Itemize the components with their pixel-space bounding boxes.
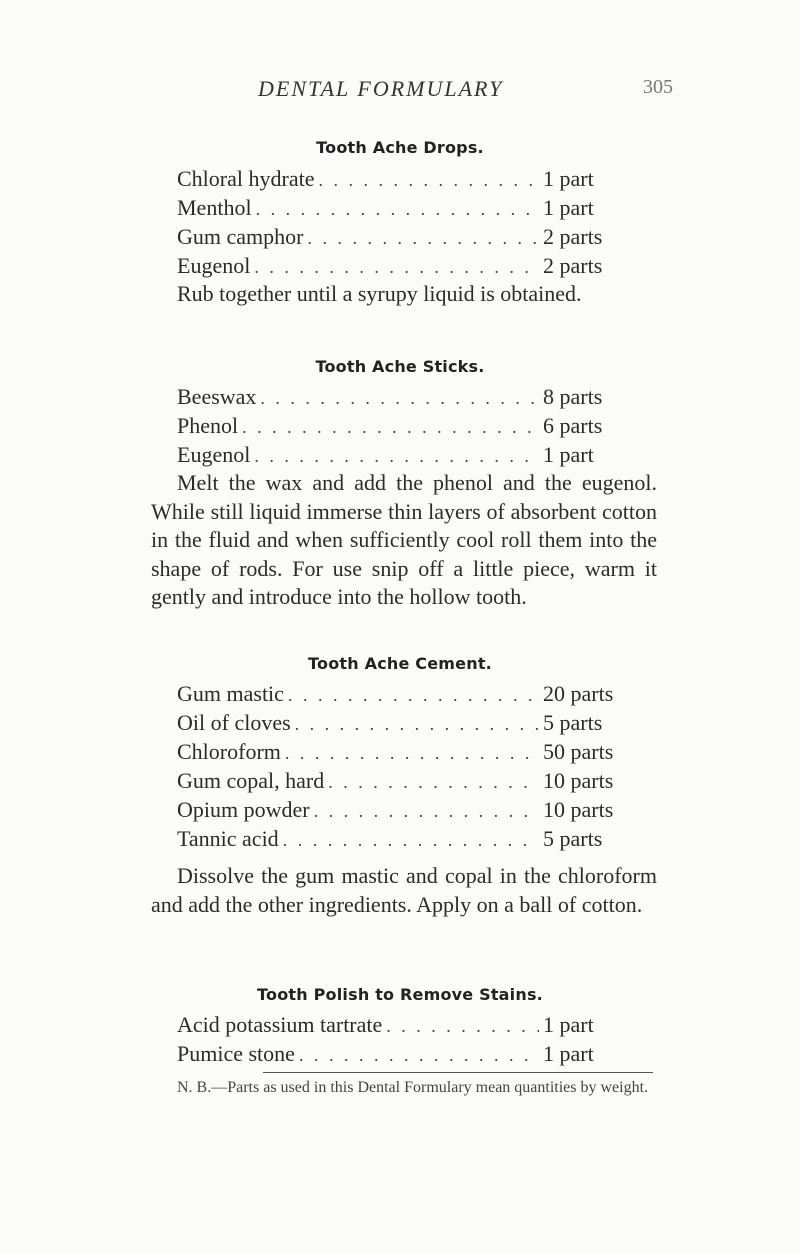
ingredient-quantity: 5 parts: [543, 826, 603, 851]
ingredient-name: Gum camphor: [177, 224, 304, 249]
leader-dots: [295, 709, 539, 739]
running-head-title: DENTAL FORMULARY: [258, 76, 504, 101]
ingredient-name: Chloroform: [177, 739, 281, 764]
ingredient-name: Phenol: [177, 413, 239, 438]
ingredient-quantity: 1 part: [543, 166, 594, 191]
ingredient-quantity: 8 parts: [543, 384, 603, 409]
leader-dots: [254, 252, 539, 282]
ingredient-name: Eugenol: [177, 253, 251, 278]
ingredient-row: [177, 824, 653, 854]
ingredient-row: [177, 193, 653, 223]
ingredient-quantity: 2 parts: [543, 224, 603, 249]
directions-text: Rub together until a syrupy liquid is obtained.: [177, 281, 582, 306]
ingredient-quantity: 1 part: [543, 442, 594, 467]
ingredient-row: [177, 679, 653, 709]
page-number: 305: [643, 76, 673, 98]
leader-dots: [288, 680, 539, 710]
leader-dots: [260, 383, 539, 413]
ingredient-quantity: 1 part: [543, 1012, 594, 1037]
leader-dots: [254, 441, 539, 471]
leader-dots: [386, 1011, 539, 1041]
ingredient-quantity: 20 parts: [543, 681, 614, 706]
leader-dots: [299, 1040, 539, 1070]
section-title-tooth-ache-sticks: Tooth Ache Sticks.: [315, 357, 485, 376]
directions-text: Dissolve the gum mastic and copal in the chloroform and add the other ingredients. Apply on a ball of cotton.: [151, 863, 657, 917]
ingredient-row: [177, 737, 653, 767]
ingredient-quantity: 2 parts: [543, 253, 603, 278]
leader-dots: [314, 796, 539, 826]
ingredient-quantity: 50 parts: [543, 739, 614, 764]
ingredient-name: Oil of cloves: [177, 710, 291, 735]
ingredient-quantity: 6 parts: [543, 413, 603, 438]
leader-dots: [285, 738, 539, 768]
ingredient-name: Tannic acid: [177, 826, 279, 851]
running-head: [0, 76, 800, 110]
footnote: N. B.—Parts as used in this Dental Formulary mean quantities by weight.: [177, 1079, 649, 1096]
ingredient-quantity: 1 part: [543, 1041, 594, 1066]
section-title-tooth-ache-drops: Tooth Ache Drops.: [316, 138, 484, 157]
ingredient-name: Gum copal, hard: [177, 768, 325, 793]
leader-dots: [307, 223, 539, 253]
ingredient-row: [177, 251, 653, 281]
ingredient-row: [177, 1010, 653, 1040]
ingredient-quantity: 5 parts: [543, 710, 603, 735]
leader-dots: [318, 165, 539, 195]
ingredient-row: [177, 382, 653, 412]
footnote-rule: [263, 1072, 653, 1073]
ingredient-row: [177, 766, 653, 796]
ingredient-quantity: 1 part: [543, 195, 594, 220]
ingredient-name: Pumice stone: [177, 1041, 295, 1066]
ingredient-quantity: 10 parts: [543, 768, 614, 793]
ingredient-row: [177, 411, 653, 441]
section-title-tooth-ache-cement: Tooth Ache Cement.: [308, 654, 492, 673]
leader-dots: [256, 194, 539, 224]
ingredient-row: [177, 795, 653, 825]
leader-dots: [242, 412, 539, 442]
section-title-tooth-polish: Tooth Polish to Remove Stains.: [257, 985, 543, 1004]
ingredient-quantity: 10 parts: [543, 797, 614, 822]
ingredient-name: Eugenol: [177, 442, 251, 467]
ingredient-name: Acid potassium tartrate: [177, 1012, 383, 1037]
ingredient-name: Chloral hydrate: [177, 166, 315, 191]
ingredient-row: [177, 440, 653, 470]
ingredient-name: Opium powder: [177, 797, 310, 822]
ingredient-row: [177, 164, 653, 194]
ingredient-name: Menthol: [177, 195, 252, 220]
directions-text: Melt the wax and add the phenol and the eugenol. While still liquid immerse thin layers of absorbent cotton in the fluid and when sufficiently cool roll them into the shape of rods. For use snip off a little piece, warm it gently and introduce into the hollow tooth.: [151, 470, 657, 609]
ingredient-row: [177, 222, 653, 252]
leader-dots: [283, 825, 539, 855]
ingredient-name: Beeswax: [177, 384, 257, 409]
leader-dots: [328, 767, 539, 797]
ingredient-row: [177, 1039, 653, 1069]
ingredient-name: Gum mastic: [177, 681, 284, 706]
ingredient-row: [177, 708, 653, 738]
